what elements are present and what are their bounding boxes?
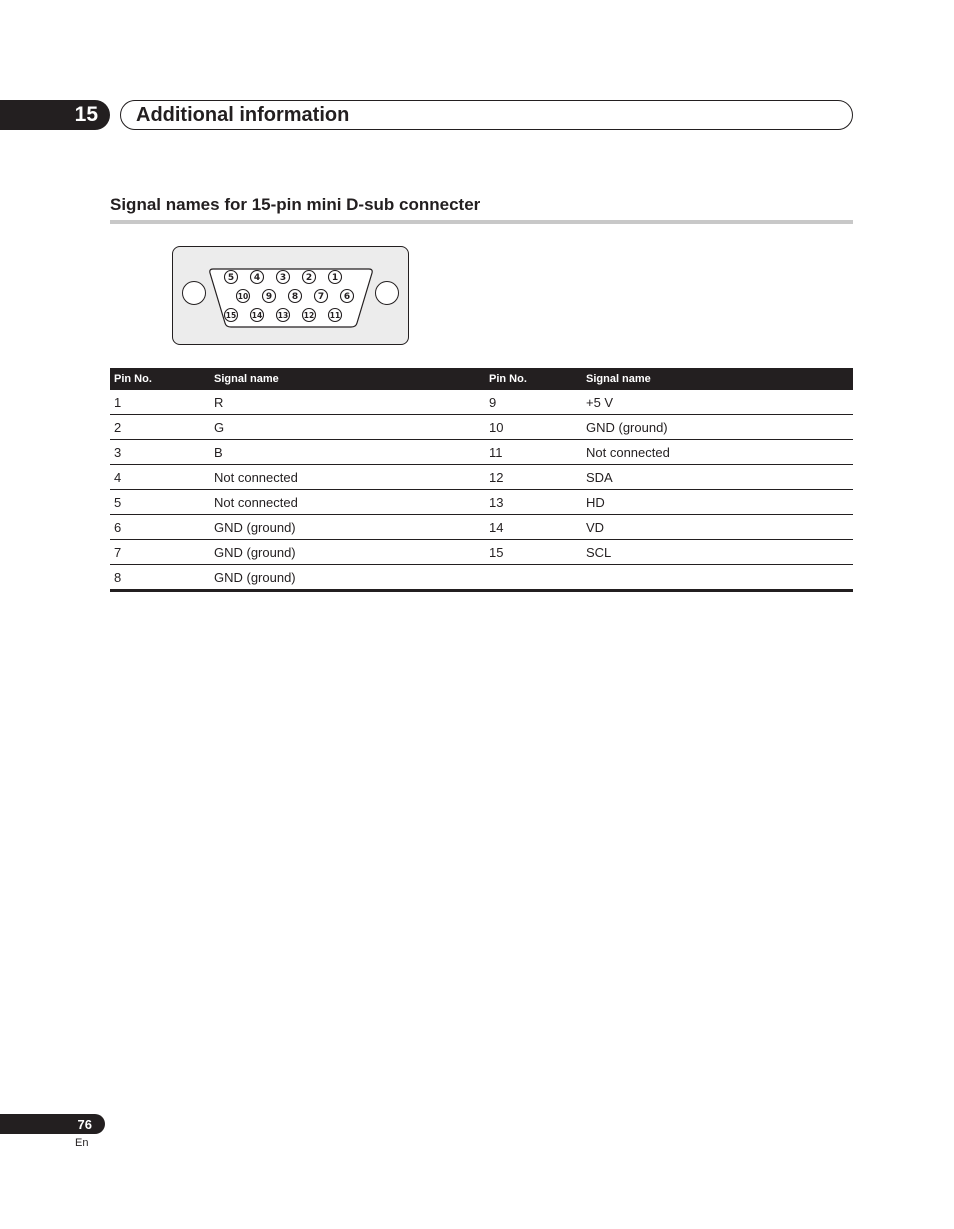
pin-label: 13 (277, 311, 289, 321)
cell-pin-no-right: 9 (485, 390, 582, 415)
pin-9 (263, 290, 276, 303)
cell-signal-name-left: GND (ground) (210, 515, 485, 540)
cell-signal-name-right: Not connected (582, 440, 853, 465)
pin-label: 12 (303, 311, 315, 321)
cell-pin-no-left: 5 (110, 490, 210, 515)
pin-label: 4 (253, 273, 261, 284)
section-title: Signal names for 15-pin mini D-sub connecter (110, 195, 481, 214)
table-row (110, 540, 853, 565)
pin-15 (225, 309, 238, 322)
pin-6 (341, 290, 354, 303)
pin-label: 11 (329, 311, 341, 321)
cell-pin-no-right: 11 (485, 440, 582, 465)
pin-label: 8 (291, 292, 299, 303)
cell-pin-no-left: 7 (110, 540, 210, 565)
cell-pin-no-right (485, 565, 582, 591)
cell-signal-name-right: GND (ground) (582, 415, 853, 440)
cell-signal-name-left: GND (ground) (210, 540, 485, 565)
pin-label: 5 (227, 273, 235, 284)
cell-signal-name-right: SDA (582, 465, 853, 490)
pin-label: 14 (251, 311, 263, 321)
cell-signal-name-left: G (210, 415, 485, 440)
cell-signal-name-left: Not connected (210, 465, 485, 490)
pin-10 (237, 290, 250, 303)
pin-11 (329, 309, 342, 322)
table-row (110, 390, 853, 415)
pin-3 (277, 271, 290, 284)
cell-signal-name-right: +5 V (582, 390, 853, 415)
pin-label: 10 (237, 292, 249, 302)
chapter-number-tab (0, 100, 110, 130)
table-row (110, 415, 853, 440)
pin-13 (277, 309, 290, 322)
table-row (110, 465, 853, 490)
cell-pin-no-left: 2 (110, 415, 210, 440)
pin-4 (251, 271, 264, 284)
page-language: En (75, 1137, 89, 1149)
cell-pin-no-left: 6 (110, 515, 210, 540)
page-number: 76 (77, 1116, 92, 1132)
section-heading (110, 195, 853, 224)
chapter-title: Additional information (136, 103, 350, 126)
pin-2 (303, 271, 316, 284)
cell-pin-no-left: 3 (110, 440, 210, 465)
pin-5 (225, 271, 238, 284)
cell-signal-name-left: Not connected (210, 490, 485, 515)
pin-7 (315, 290, 328, 303)
cell-pin-no-right: 13 (485, 490, 582, 515)
cell-pin-no-right: 10 (485, 415, 582, 440)
pin-label: 3 (279, 273, 287, 284)
pin-label: 15 (225, 311, 237, 321)
table-header-row (110, 368, 853, 390)
cell-signal-name-right: SCL (582, 540, 853, 565)
pin-label: 1 (331, 273, 339, 284)
header-pin-no-right: Pin No. (485, 368, 582, 390)
header-signal-name-right: Signal name (582, 368, 853, 390)
table-row (110, 565, 853, 591)
table-row (110, 440, 853, 465)
connector-pin-face (207, 265, 375, 329)
page-number-tab (0, 1114, 105, 1134)
pin-label: 9 (265, 292, 273, 303)
cell-pin-no-right: 12 (485, 465, 582, 490)
d-sub-connector-diagram (172, 246, 409, 345)
pin-12 (303, 309, 316, 322)
cell-signal-name-left: GND (ground) (214, 569, 296, 585)
pin-label: 7 (317, 292, 325, 303)
cell-signal-name-right: HD (582, 490, 853, 515)
cell-pin-no-left: 1 (110, 390, 210, 415)
pin-8 (289, 290, 302, 303)
cell-pin-no-left: 8 (114, 569, 122, 585)
pin-1 (329, 271, 342, 284)
right-mount-hole (375, 281, 399, 305)
cell-pin-no-left: 4 (110, 465, 210, 490)
cell-pin-no-right: 15 (485, 540, 582, 565)
pin-label: 2 (305, 273, 313, 284)
pin-signal-table (110, 368, 853, 592)
pin-14 (251, 309, 264, 322)
left-mount-hole (182, 281, 206, 305)
table-row (110, 515, 853, 540)
header-signal-name-left: Signal name (210, 368, 485, 390)
cell-signal-name-right (582, 565, 853, 591)
table-row (110, 490, 853, 515)
cell-signal-name-left: B (210, 440, 485, 465)
cell-pin-no-right: 14 (485, 515, 582, 540)
chapter-number: 15 (74, 103, 98, 126)
cell-signal-name-left: R (210, 390, 485, 415)
pin-label: 6 (343, 292, 351, 303)
chapter-title-box (120, 100, 853, 130)
cell-signal-name-right: VD (582, 515, 853, 540)
header-pin-no-left: Pin No. (110, 368, 210, 390)
